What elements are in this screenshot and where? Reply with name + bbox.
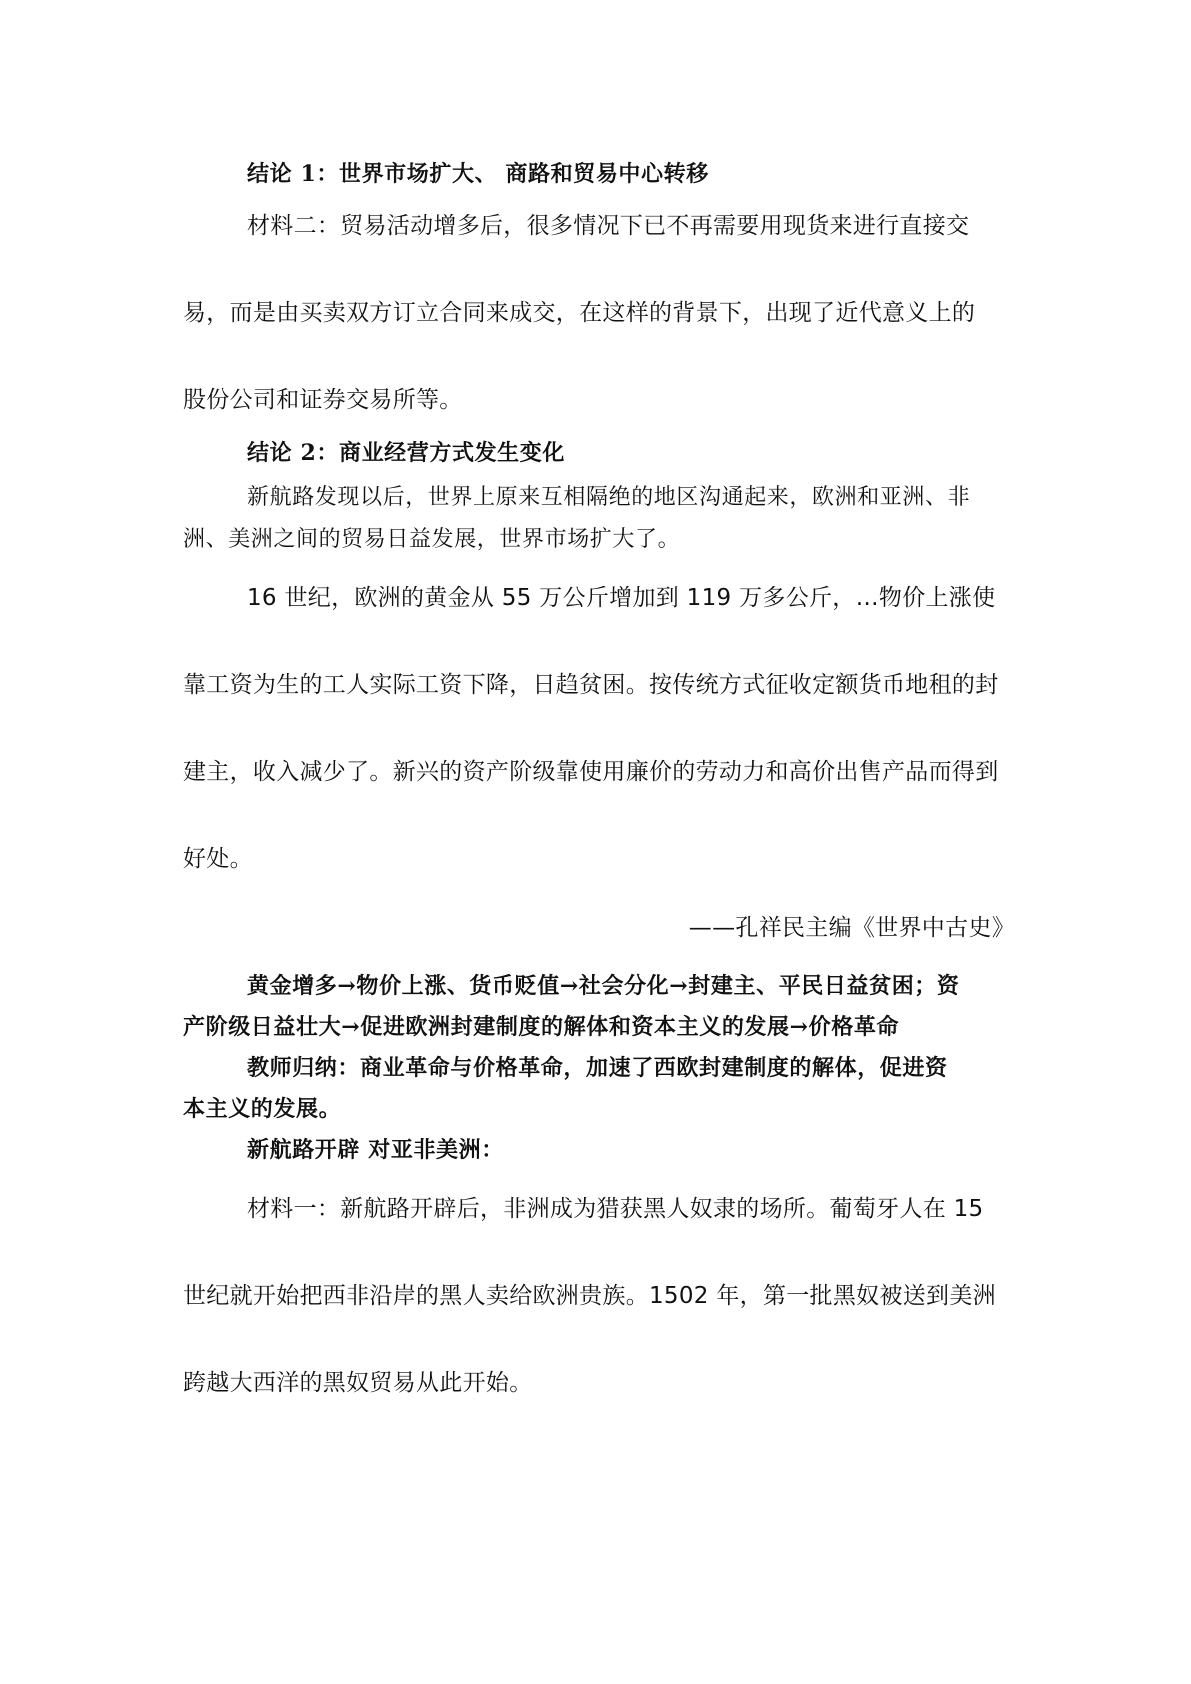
- material-1-line-1: 材料一：新航路开辟后，非洲成为猎获黑人奴隶的场所。葡萄牙人在 15: [247, 1196, 984, 1222]
- material-2-line-2: 易，而是由买卖双方订立合同来成交，在这样的背景下，出现了近代意义上的: [183, 300, 976, 326]
- new-route-line-1: 新航路发现以后，世界上原来互相隔绝的地区沟通起来，欧洲和亚洲、非: [247, 485, 971, 510]
- material-2-line-3: 股份公司和证券交易所等。: [183, 387, 463, 413]
- citation: ——孔祥民主编《世界中古史》: [688, 915, 1015, 941]
- gold-paragraph-line-3: 建主，收入减少了。新兴的资产阶级靠使用廉价的劳动力和高价出售产品而得到: [183, 759, 999, 785]
- conclusion-1-heading: 结论 1：世界市场扩大、 商路和贸易中心转移: [247, 161, 709, 187]
- new-route-line-2: 洲、美洲之间的贸易日益发展，世界市场扩大了。: [183, 527, 681, 552]
- impact-heading: 新航路开辟 对亚非美洲：: [247, 1137, 504, 1163]
- chain-line-2: 产阶级日益壮大→促进欧洲封建制度的解体和资本主义的发展→价格革命: [183, 1014, 900, 1040]
- teacher-summary-line-2: 本主义的发展。: [183, 1096, 342, 1122]
- material-2-line-1: 材料二：贸易活动增多后，很多情况下已不再需要用现货来进行直接交: [247, 213, 970, 239]
- gold-paragraph-line-4: 好处。: [183, 846, 253, 872]
- material-1-line-3: 跨越大西洋的黑奴贸易从此开始。: [183, 1370, 533, 1396]
- material-1-line-2: 世纪就开始把西非沿岸的黑人卖给欧洲贵族。1502 年，第一批黑奴被送到美洲: [183, 1283, 996, 1309]
- gold-paragraph-line-1: 16 世纪，欧洲的黄金从 55 万公斤增加到 119 万多公斤，…物价上涨使: [247, 585, 996, 611]
- teacher-summary-line-1: 教师归纳：商业革命与价格革命，加速了西欧封建制度的解体，促进资: [247, 1055, 948, 1081]
- gold-paragraph-line-2: 靠工资为生的工人实际工资下降，日趋贫困。按传统方式征收定额货币地租的封: [183, 672, 999, 698]
- conclusion-2-heading: 结论 2：商业经营方式发生变化: [247, 440, 565, 466]
- chain-line-1: 黄金增多→物价上涨、货币贬值→社会分化→封建主、平民日益贫困；资: [247, 973, 960, 999]
